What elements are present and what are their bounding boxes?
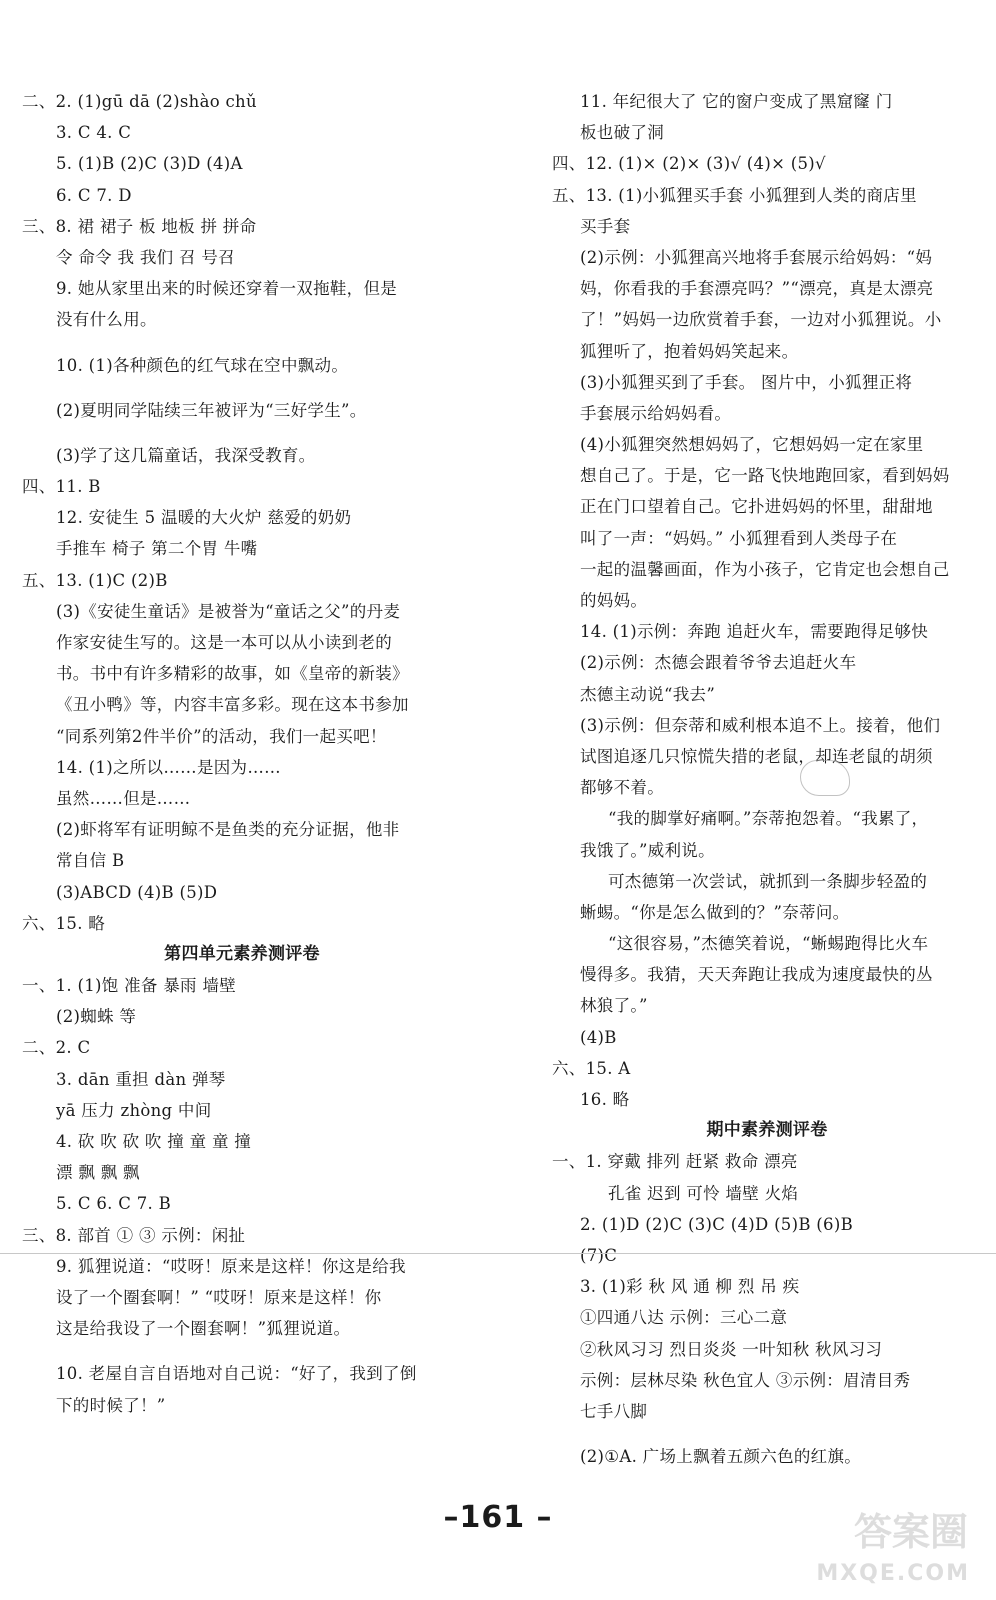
answer-line: (3)学了这几篇童话，我深受教育。 [56,445,316,465]
answer-line: 3. dān 重担 dàn 弹琴 [56,1069,226,1089]
answer-line: 6. C 7. D [56,185,132,205]
answer-line: yā 压力 zhòng 中间 [56,1100,212,1120]
answer-line: 了！”妈妈一边欣赏着手套，一边对小狐狸说。小 [580,310,942,330]
answer-line: 二、2. (1)gū dā (2)shào chǔ [22,92,257,111]
answer-line: 想自己了。于是，它一路飞快地跑回家，看到妈妈 [580,466,950,486]
answer-line: 10. 老屋自言自语地对自己说：“好了，我到了倒 [56,1364,417,1384]
answer-line: (2)①A. 广场上飘着五颜六色的红旗。 [580,1447,862,1467]
answer-line: 16. 略 [580,1090,630,1109]
watermark-url: MXQE.COM [816,1561,970,1586]
answer-line: 9. 她从家里出来的时候还穿着一双拖鞋，但是 [56,279,398,299]
answer-line: 4. 砍 吹 砍 吹 撞 童 童 撞 [56,1132,252,1151]
answer-line: 常自信 B [56,851,125,871]
page-number: –161 – [443,1500,553,1535]
answer-line: (3)《安徒生童话》是被誉为“童话之父”的丹麦 [56,601,401,621]
answer-line: 虽然……但是…… [56,788,191,808]
answer-line: 买手套 [580,216,631,236]
answer-line: 三、8. 部首 ① ③ 示例：闲扯 [22,1225,246,1245]
answer-line: 3. C 4. C [56,123,132,143]
scan-divider [0,1253,996,1254]
answer-line: 11. 年纪很大了 它的窗户变成了黑窟窿 门 [580,92,893,111]
answer-line: 作家安徒生写的。这是一本可以从小读到老的 [56,633,392,652]
answer-line: 妈，你看我的手套漂亮吗？”“漂亮，真是太漂亮 [580,279,934,299]
answer-line: 这是给我设了一个圈套啊！”狐狸说道。 [56,1319,351,1339]
stamp-mark [800,760,850,796]
answer-line: “这很容易，”杰德笑着说，“蜥蜴跑得比火车 [608,934,929,954]
answer-line: 慢得多。我猜，天天奔跑让我成为速度最快的丛 [580,965,933,985]
answer-line: 我饿了。”威利说。 [580,840,715,860]
answer-line: (2)示例：杰德会跟着爷爷去追赶火车 [580,653,857,673]
answer-line: 令 命令 我 我们 召 号召 [56,247,235,267]
section-title: 第四单元素养测评卷 [164,943,320,964]
answer-line: 10. (1)各种颜色的红气球在空中飘动。 [56,355,349,375]
answer-line: 漂 飘 飘 飘 [56,1163,140,1183]
answer-line: “同系列第2件半价”的活动，我们一起买吧！ [56,726,387,746]
answer-line: 杰德主动说“我去” [580,684,716,704]
answer-line: 四、12. (1)× (2)× (3)√ (4)× (5)√ [552,154,826,174]
answer-line: 一、1. (1)饱 准备 暴雨 墙壁 [22,976,236,996]
answer-line: 一、1. 穿戴 排列 赶紧 救命 漂亮 [552,1152,798,1172]
answer-line: 六、15. A [552,1058,631,1078]
answer-line: (7)C [580,1245,618,1265]
answer-line: 一起的温馨画面，作为小孩子，它肯定也会想自己 [580,559,950,579]
answer-line: 手套展示给妈妈看。 [580,403,732,423]
answer-line: 的妈妈。 [580,591,648,610]
answer-line: (3)小狐狸买到了手套。 图片中，小狐狸正将 [580,372,913,392]
answer-line: (4)小狐狸突然想妈妈了，它想妈妈一定在家里 [580,435,924,455]
answer-line: 试图追逐几只惊慌失措的老鼠，却连老鼠的胡须 [580,746,933,766]
answer-line: (4)B [580,1027,617,1047]
answer-line: (2)夏明同学陆续三年被评为“三好学生”。 [56,400,367,420]
answer-line: 五、13. (1)小狐狸买手套 小狐狸到人类的商店里 [552,185,917,205]
answer-line: (3)ABCD (4)B (5)D [56,882,218,902]
answer-line: 都够不着。 [580,778,664,798]
answer-line: 板也破了洞 [580,123,664,143]
answer-line: 12. 安徒生 5 温暖的大火炉 慈爱的奶奶 [56,508,352,528]
answer-line: 狐狸听了，抱着妈妈笑起来。 [580,341,799,361]
answer-line: 六、15. 略 [22,913,106,933]
answer-line: “我的脚掌好痛啊。”奈蒂抱怨着。“我累了， [608,809,929,829]
answer-line: 5. (1)B (2)C (3)D (4)A [56,154,243,174]
answer-line: 书。书中有许多精彩的故事，如《皇帝的新装》 [56,664,409,684]
answer-line: 5. C 6. C 7. B [56,1194,172,1214]
answer-line: ②秋风习习 烈日炎炎 一叶知秋 秋风习习 [580,1339,883,1359]
answer-line: 可杰德第一次尝试，就抓到一条脚步轻盈的 [608,871,928,891]
answer-line: 没有什么用。 [56,310,157,330]
watermark-logo: 答案圈 [853,1510,968,1554]
answer-line: 三、8. 裙 裙子 板 地板 拼 拼命 [22,216,257,236]
answer-line: 二、2. C [22,1038,91,1058]
answer-line: 五、13. (1)C (2)B [22,570,168,590]
answer-line: 3. (1)彩 秋 风 通 柳 烈 吊 疾 [580,1277,800,1297]
left-column [22,86,462,1421]
answer-line: 示例：层林尽染 秋色宜人 ③示例：眉清目秀 [580,1370,911,1390]
answer-line: ①四通八达 示例：三心二意 [580,1308,788,1328]
answer-line: (3)示例：但奈蒂和威利根本追不上。接着，他们 [580,715,941,735]
answer-line: 正在门口望着自己。它扑进妈妈的怀里，甜甜地 [580,497,933,517]
answer-line: 14. (1)之所以……是因为…… [56,757,281,777]
answer-line: 9. 狐狸说道：“哎呀！原来是这样！你这是给我 [56,1256,406,1276]
answer-line: (2)示例：小狐狸高兴地将手套展示给妈妈：“妈 [580,247,933,267]
answer-line: (2)虾将军有证明鲸不是鱼类的充分证据，他非 [56,820,400,840]
section-title: 期中素养测评卷 [706,1120,828,1141]
answer-line: 14. (1)示例：奔跑 追赶火车，需要跑得足够快 [580,622,929,642]
answer-line: 林狼了。” [580,996,648,1016]
answer-line: 设了一个圈套啊！” “哎呀！原来是这样！你 [56,1287,382,1307]
answer-line: 手推车 椅子 第二个胃 牛嘴 [56,539,258,559]
answer-line: 四、11. B [22,477,101,497]
answer-line: 孔雀 迟到 可怜 墙壁 火焰 [608,1183,799,1203]
answer-line: 下的时候了！” [56,1395,166,1415]
answer-line: 叫了一声：“妈妈。” 小狐狸看到人类母子在 [580,528,898,548]
answer-line: (2)蜘蛛 等 [56,1007,137,1027]
answer-line: 《丑小鸭》等，内容丰富多彩。现在这本书参加 [56,695,409,715]
right-column [552,86,982,1472]
answer-line: 蜥蜴。“你是怎么做到的？”奈蒂问。 [580,902,850,922]
answer-line: 2. (1)D (2)C (3)C (4)D (5)B (6)B [580,1214,854,1234]
answer-line: 七手八脚 [580,1401,648,1421]
